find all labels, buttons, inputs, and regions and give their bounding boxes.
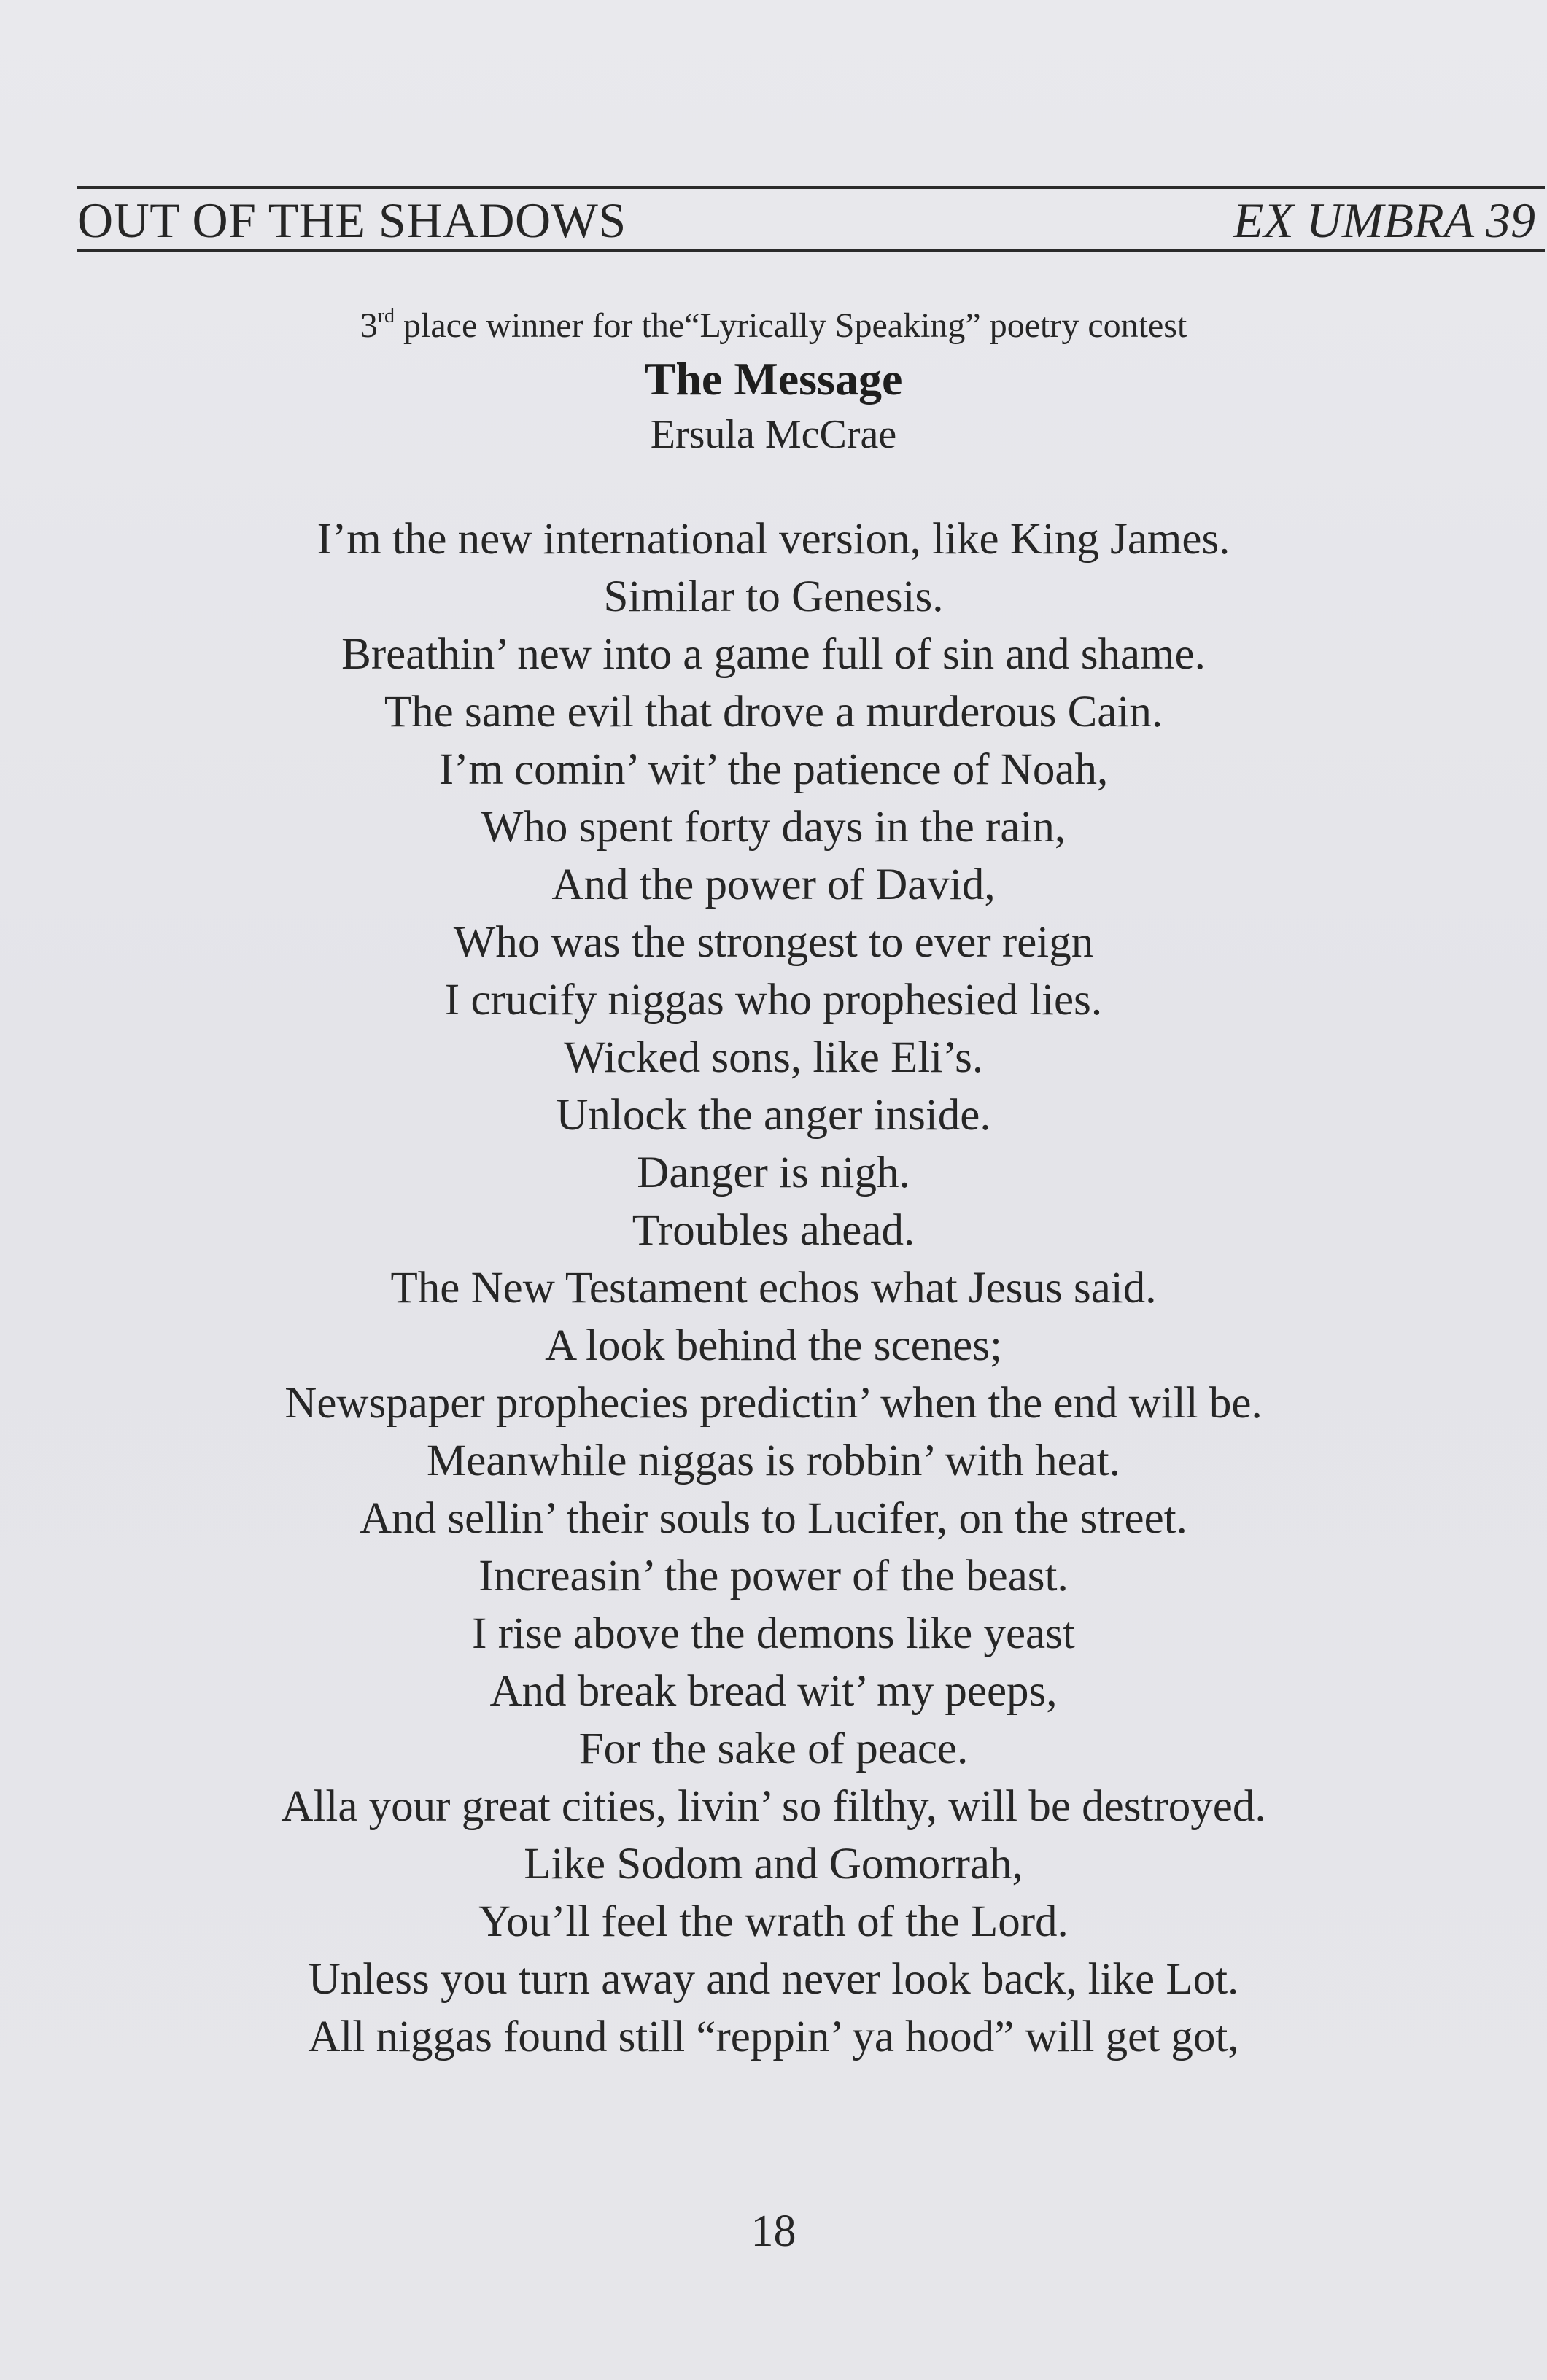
poem-line: Wicked sons, like Eli’s. — [563, 1033, 984, 1082]
poem-line: A look behind the scenes; — [545, 1321, 1002, 1370]
poem-line: Who was the strongest to ever reign — [453, 918, 1094, 967]
poem-line: The New Testament echos what Jesus said. — [390, 1264, 1157, 1312]
poem-line: I rise above the demons like yeast — [472, 1609, 1075, 1658]
contest-subtitle — [0, 300, 1547, 351]
poem-line: Unless you turn away and never look back, like Lot. — [308, 1955, 1239, 2004]
poem-line: I’m comin’ wit’ the patience of Noah, — [438, 745, 1109, 794]
place-ordinal: 3 — [360, 306, 378, 345]
poem-body — [0, 510, 1547, 2066]
contest-description: place winner for the“Lyrically Speaking” poetry contest — [395, 306, 1187, 345]
running-header-right: EX UMBRA 39 — [1233, 192, 1535, 248]
poem-line: Alla your great cities, livin’ so filthy, will be destroyed. — [281, 1782, 1266, 1831]
poem-line: The same evil that drove a murderous Cain. — [384, 688, 1163, 736]
poem-line: I crucify niggas who prophesied lies. — [444, 976, 1103, 1024]
place-ordinal-suffix: rd — [377, 305, 395, 327]
header-rule-top — [77, 186, 1545, 189]
poem-line: And the power of David, — [551, 860, 996, 909]
poem-line: All niggas found still “reppin’ ya hood” will get got, — [308, 2012, 1239, 2061]
poem-line: Meanwhile niggas is robbin’ with heat. — [427, 1436, 1120, 1485]
poem-line: Increasin’ the power of the beast. — [478, 1552, 1069, 1601]
poem-line: Who spent forty days in the rain, — [481, 803, 1066, 852]
poem-author: Ersula McCrae — [650, 412, 897, 457]
poem-line: Unlock the anger inside. — [556, 1091, 991, 1140]
page-number: 18 — [751, 2206, 796, 2256]
poem-line: Danger is nigh. — [637, 1148, 910, 1197]
poem-line: And sellin’ their souls to Lucifer, on the street. — [360, 1494, 1187, 1543]
poem-line: And break bread wit’ my peeps, — [489, 1667, 1058, 1716]
poem-line: Breathin’ new into a game full of sin and shame. — [341, 630, 1206, 679]
poem-line: Similar to Genesis. — [603, 572, 944, 621]
poem-line: Troubles ahead. — [632, 1206, 915, 1255]
poem-title: The Message — [644, 353, 903, 405]
poem-line: I’m the new international version, like King James. — [317, 515, 1230, 564]
poem-line: Like Sodom and Gomorrah, — [524, 1840, 1023, 1889]
header-rule-bottom — [77, 249, 1545, 252]
poem-line: You’ll feel the wrath of the Lord. — [478, 1897, 1069, 1946]
running-header-left: OUT OF THE SHADOWS — [77, 192, 627, 248]
poem-line: Newspaper prophecies predictin’ when the end will be. — [284, 1379, 1263, 1428]
poem-line: For the sake of peace. — [578, 1724, 969, 1773]
